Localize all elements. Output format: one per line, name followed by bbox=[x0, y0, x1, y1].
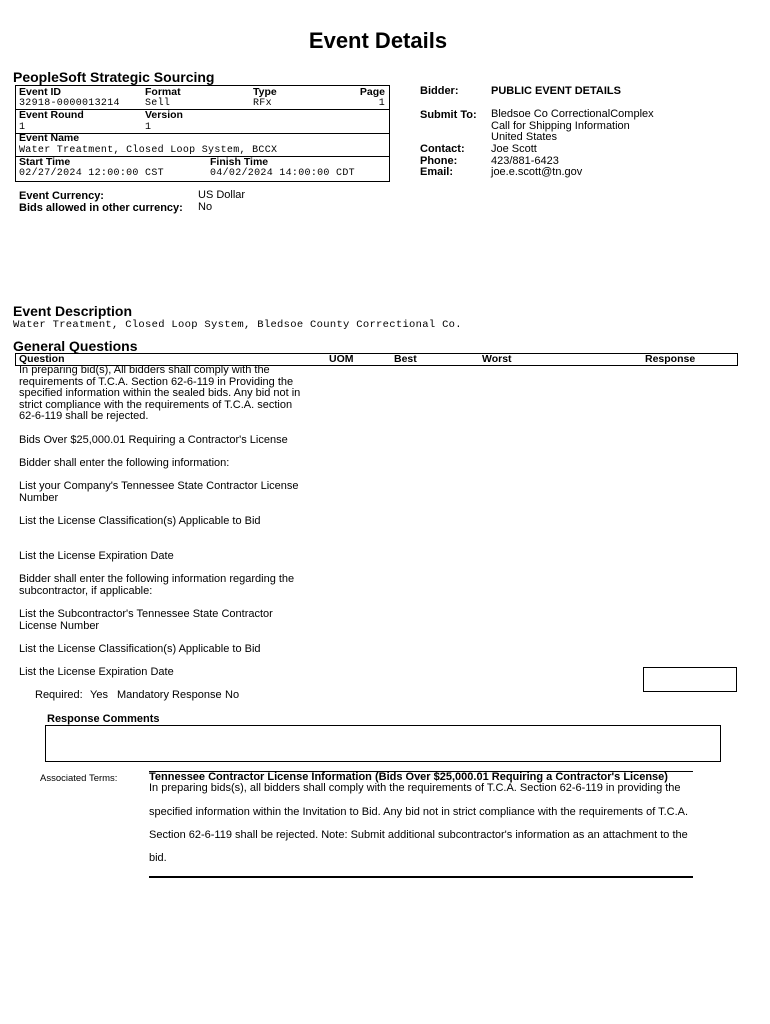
associated-terms-label: Associated Terms: bbox=[40, 773, 118, 784]
format-label: Format bbox=[145, 86, 181, 98]
contact-label: Contact: bbox=[420, 143, 465, 155]
question-paragraph: List your Company's Tennessee State Contractor License Number bbox=[19, 480, 299, 504]
response-comments-input[interactable] bbox=[45, 725, 721, 762]
email-label: Email: bbox=[420, 166, 454, 178]
question-paragraph: Bidder shall enter the following information regarding the subcontractor, if applicable: bbox=[19, 573, 295, 597]
question-paragraph: List the License Classification(s) Applicable to Bid bbox=[19, 643, 261, 655]
address-line: United States bbox=[491, 131, 558, 143]
phone-value: 423/881-6423 bbox=[491, 154, 559, 167]
other-currency-value: No bbox=[198, 201, 213, 213]
event-round-label: Event Round bbox=[19, 109, 84, 121]
org-title: PeopleSoft Strategic Sourcing bbox=[13, 69, 215, 85]
terms-line: specified information within the Invitation to Bid. Any bid not in strict compliance with the requirements of T.C.A. bbox=[149, 806, 689, 818]
event-info-box bbox=[15, 85, 390, 182]
question-paragraph: Bidder shall enter the following information: bbox=[19, 457, 230, 469]
terms-line: In preparing bids(s), all bidders shall comply with the requirements of T.C.A. Section 62-6-119 in providing the bbox=[149, 782, 681, 794]
event-description-heading: Event Description bbox=[13, 303, 133, 319]
question-paragraph: List the License Classification(s) Applicable to Bid bbox=[19, 515, 261, 527]
event-description-text: Water Treatment, Closed Loop System, Bledsoe County Correctional Co. bbox=[13, 319, 462, 331]
terms-line: bid. bbox=[149, 852, 167, 864]
start-time-value: 02/27/2024 12:00:00 CST bbox=[19, 168, 164, 179]
response-input[interactable] bbox=[643, 667, 737, 692]
currency-value: US Dollar bbox=[198, 189, 246, 201]
page-title: Event Details bbox=[308, 28, 448, 53]
terms-title: Tennessee Contractor License Information (Bids Over $25,000.01 Requiring a Contractor's License) bbox=[149, 771, 668, 783]
mandatory-response-label: Mandatory Response bbox=[117, 689, 222, 701]
question-paragraph: List the License Expiration Date bbox=[19, 666, 174, 678]
question-paragraph: List the Subcontractor's Tennessee State Contractor License Number bbox=[19, 608, 273, 632]
version-value: 1 bbox=[145, 122, 152, 133]
event-id-value: 32918-0000013214 bbox=[19, 98, 120, 109]
question-column-header: Question bbox=[19, 353, 65, 365]
terms-line: Section 62-6-119 shall be rejected. Note: Submit additional subcontractor's information as an attachment to the bbox=[149, 829, 688, 841]
event-id-label: Event ID bbox=[19, 86, 62, 98]
type-value: RFx bbox=[253, 98, 272, 109]
email-value: joe.e.scott@tn.gov bbox=[491, 166, 583, 178]
question-paragraph: List the License Expiration Date bbox=[19, 550, 174, 562]
mandatory-response-value: No bbox=[225, 689, 240, 701]
event-name-label: Event Name bbox=[19, 132, 80, 144]
required-value: Yes bbox=[90, 689, 108, 701]
worst-column-header: Worst bbox=[482, 353, 512, 365]
contact-name: Joe Scott bbox=[491, 143, 537, 155]
address-line: Call for Shipping Information bbox=[491, 119, 630, 132]
address-line: Bledsoe Co CorrectionalComplex bbox=[491, 108, 654, 120]
phone-label: Phone: bbox=[420, 154, 458, 167]
response-comments-label: Response Comments bbox=[47, 713, 160, 725]
submit-to-address bbox=[491, 109, 654, 144]
question-paragraph: Bids Over $25,000.01 Requiring a Contractor's License bbox=[19, 434, 288, 446]
version-label: Version bbox=[145, 109, 183, 121]
finish-time-value: 04/02/2024 14:00:00 CDT bbox=[210, 168, 355, 179]
page-label: Page bbox=[359, 86, 385, 98]
event-name-value: Water Treatment, Closed Loop System, BCCX bbox=[19, 145, 278, 156]
required-label: Required: bbox=[35, 689, 83, 701]
terms-bottom-rule bbox=[149, 876, 693, 878]
general-questions-heading: General Questions bbox=[13, 338, 138, 354]
other-currency-label: Bids allowed in other currency: bbox=[19, 202, 183, 214]
page-value: 1 bbox=[378, 98, 385, 109]
response-column-header: Response bbox=[645, 353, 696, 365]
best-column-header: Best bbox=[394, 353, 417, 365]
divider bbox=[16, 156, 389, 157]
contact-labels bbox=[420, 144, 465, 179]
bidder-label: Bidder: bbox=[420, 85, 459, 97]
start-time-label: Start Time bbox=[19, 156, 71, 168]
currency-label: Event Currency: bbox=[19, 190, 104, 202]
uom-column-header: UOM bbox=[329, 353, 354, 365]
submit-to-label: Submit To: bbox=[420, 109, 477, 121]
contact-values bbox=[491, 144, 582, 179]
bidder-value: PUBLIC EVENT DETAILS bbox=[491, 85, 621, 97]
format-value: Sell bbox=[145, 98, 171, 109]
event-round-value: 1 bbox=[19, 122, 26, 133]
question-paragraph: In preparing bid(s), All bidders shall comply with the requirements of T.C.A. Section 62-6-119 in Providing the specified information within the sealed bids. Any bid not in strict compliance with the requirements of T.C.A. section 62-6-119 shall be rejected. bbox=[19, 364, 301, 422]
type-label: Type bbox=[253, 86, 277, 98]
finish-time-label: Finish Time bbox=[210, 156, 269, 168]
